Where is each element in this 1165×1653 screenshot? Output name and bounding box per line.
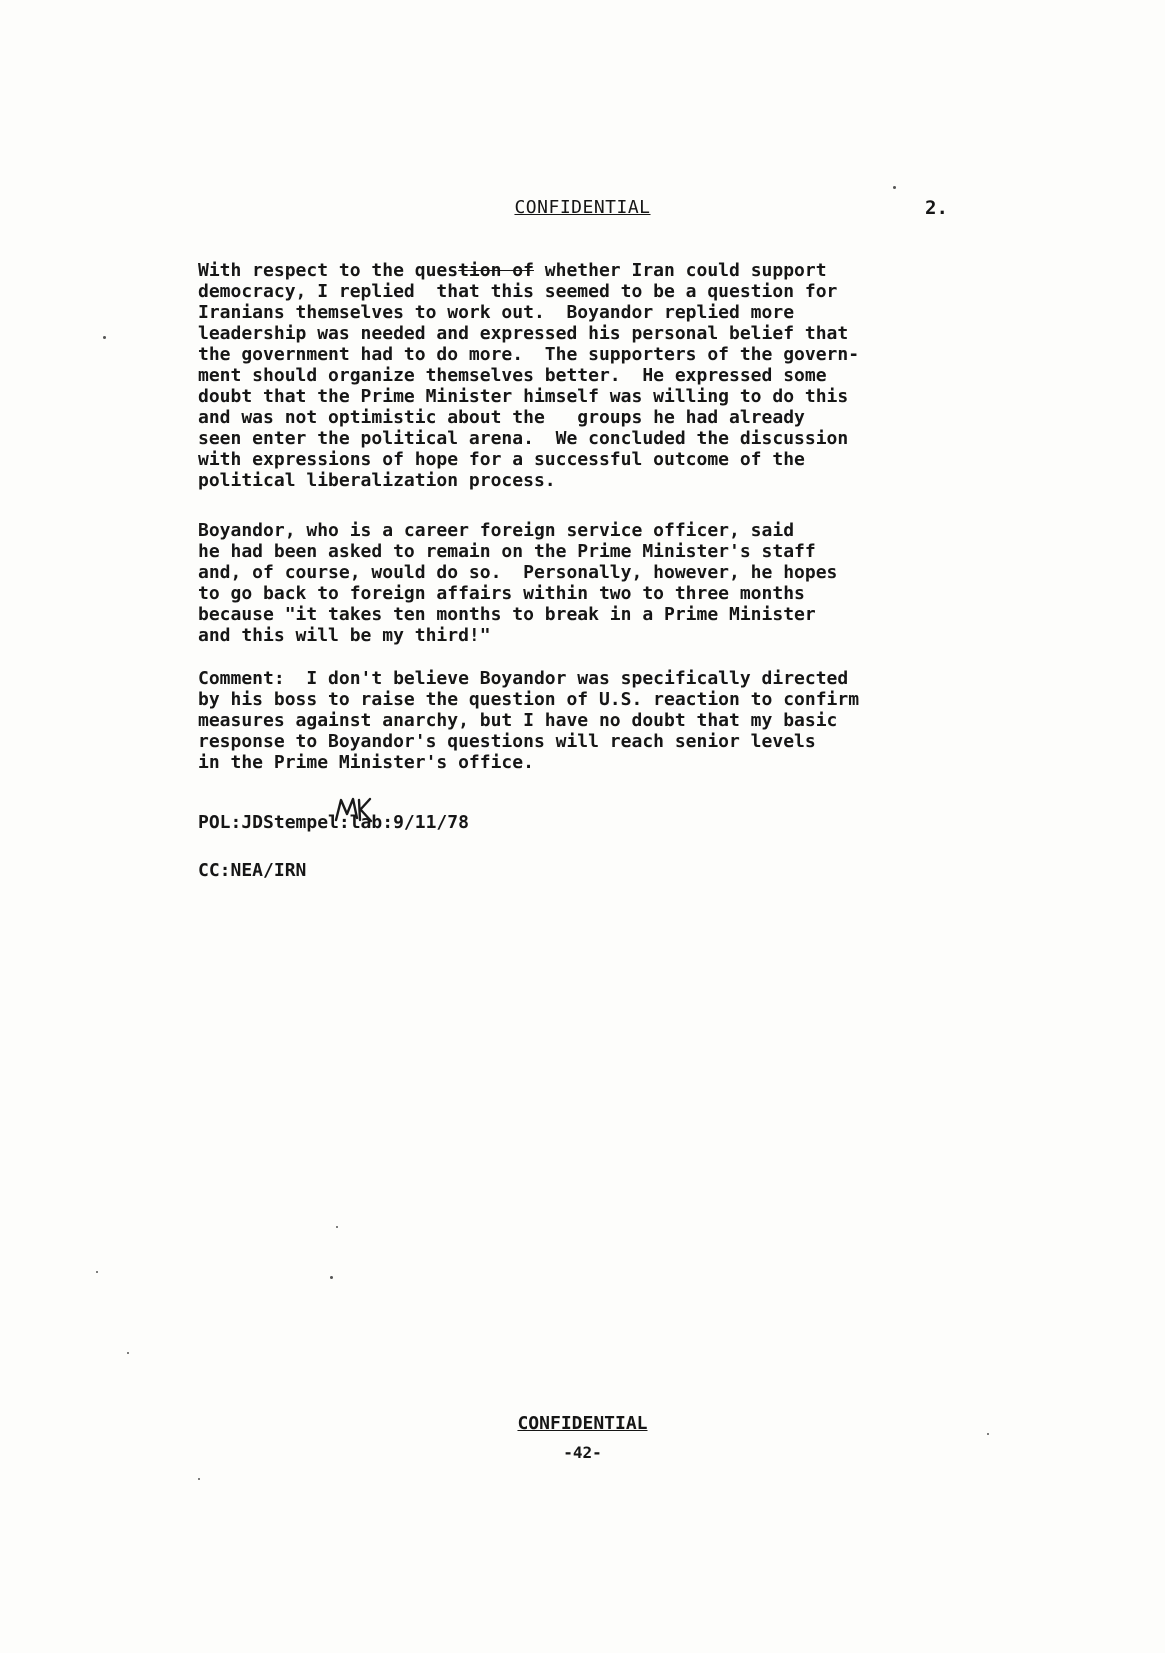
- scan-speck: [893, 186, 896, 189]
- scan-speck: [96, 1271, 98, 1273]
- scan-speck: [198, 1478, 200, 1480]
- paragraph-1: [198, 260, 988, 491]
- scan-speck: [987, 1433, 989, 1435]
- scan-speck: [127, 1352, 129, 1354]
- drafter-line: POL:JDStempel:lab:9/11/78: [198, 812, 469, 833]
- paragraph-2-text: Boyandor, who is a career foreign service officer, said he had been asked to remain on the Prime Minister's staff and, of course, would do so. Personally, however, he hopes to go back to foreign affairs within two to three months because "it takes ten months to break in a Prime Minister and this will be my third!": [198, 520, 838, 646]
- distribution-cc-line: CC:NEA/IRN: [198, 860, 307, 881]
- paragraph-1-rest: whether Iran could support democracy, I replied that this seemed to be a question for Iranians themselves to work out. Boyandor replied more leadership was needed and expressed his personal belief that the government had to do more. The supporters of the govern- ment should organize themselves better. He expressed some doubt that the Prime Minister himself was willing to do this and was not optimistic about the groups he had already seen enter the political arena. We concluded the discussion with expressions of hope for a successful outcome of the political liberalization process.: [198, 260, 860, 491]
- scan-speck: [103, 336, 106, 339]
- footer-page-number: -42-: [563, 1443, 602, 1462]
- paragraph-3-text: Comment: I don't believe Boyandor was specifically directed by his boss to raise the question of U.S. reaction to confirm measures against anarchy, but I have no doubt that my basic response to Boyandor's questions will reach senior levels in the Prime Minister's office.: [198, 668, 860, 773]
- scan-speck: [330, 1276, 333, 1279]
- paragraph-1-text: [198, 260, 988, 491]
- header-classification-marking: CONFIDENTIAL: [514, 197, 651, 218]
- paragraph-1-lead: With respect to the ques: [198, 260, 459, 281]
- handwritten-initials-icon: [333, 796, 373, 824]
- paragraph-3-comment: [198, 668, 988, 773]
- struck-through-text: tion of: [458, 260, 534, 281]
- paragraph-2: [198, 520, 988, 646]
- page-marker: 2.: [925, 197, 948, 219]
- scan-speck: [336, 1226, 338, 1228]
- footer-classification-marking: CONFIDENTIAL: [517, 1413, 648, 1434]
